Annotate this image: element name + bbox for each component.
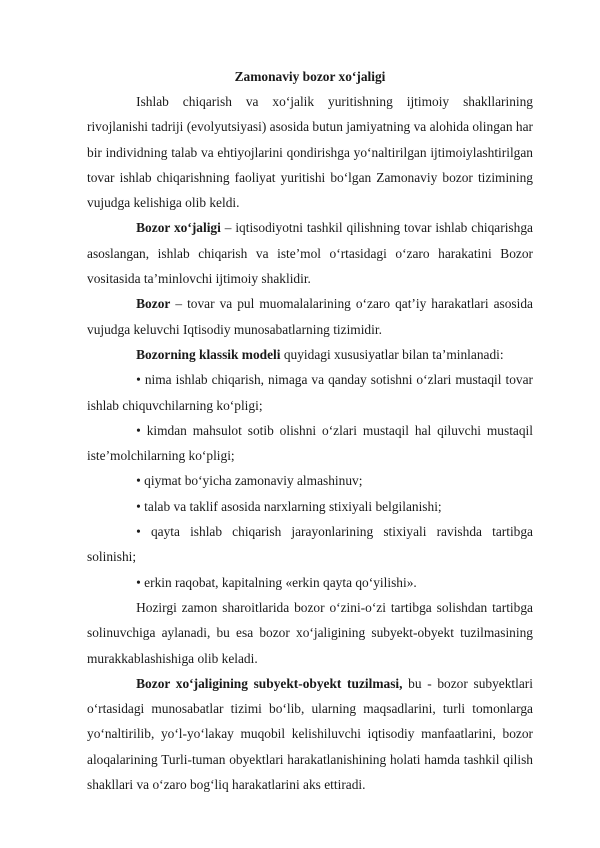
paragraph-intro: Ishlab chiqarish va xo‘jalik yuritishning ijtimoiy shakllarining rivojlanishi tadriji (evolyutsiyasi) asosida butun jamiyatning va alohida olingan har bir individning talab va ehtiyojlarini qondirishga yo‘naltirilgan ijtimoiylashtirilgan tovar ishlab chiqarishning faoliyat yuritishi bo‘lgan Zamonaviy bozor tizimining vujudga kelishiga olib keldi. bbox=[87, 94, 533, 211]
paragraph-hozirgi-zamon: Hozirgi zamon sharoitlarida bozor o‘zini-o‘zi tartibga solishdan tartibga solinuvchiga aylanadi, bu esa bozor xo‘jaligining subyekt-obyekt tuzilmasining murakkablashishiga olib keladi. bbox=[87, 599, 533, 666]
document-title: Zamonaviy bozor xo‘jaligi bbox=[234, 69, 386, 84]
definition-subyekt-obyekt: bu - bozor subyektlari o‘rtasidagi munosabatlar tizimi bo‘lib, ularning maqsadlarini, turli tomonlarga yo‘naltirilib, yo‘l-yo‘lakay muqobil kelishiluvchi iqtisodiy manfaatlarini, bozor aloqalarining Turli-tuman obyektlari harakatlanishining holati hamda tashkil qilish shakllari va o‘zaro bog‘liq harakatlarini aks ettiradi. bbox=[87, 675, 533, 793]
term-bozor: Bozor bbox=[136, 296, 171, 312]
term-klassik-model: Bozorning klassik modeli bbox=[136, 346, 281, 362]
paragraph-bozor-xojaligi bbox=[87, 215, 533, 291]
definition-bozor-xojaligi: – iqtisodiyotni tashkil qilishning tovar ishlab chiqarishga asoslangan, ishlab chiqarish va iste’mol o‘rtasidagi o‘zaro harakatini Bozor vositasida ta’minlovchi ijtimoiy shaklidir. bbox=[87, 220, 533, 287]
bullet-item: • qiymat bo‘yicha zamonaviy almashinuv; bbox=[136, 473, 363, 489]
paragraph-bozor bbox=[87, 291, 533, 342]
term-subyekt-obyekt: Bozor xo‘jaligining subyekt-obyekt tuzilmasi, bbox=[136, 675, 403, 691]
definition-bozor: – tovar va pul muomalalarining o‘zaro qat’iy harakatlari asosida vujudga keluvchi Iqtisodiy munosabatlarning tizimidir. bbox=[87, 296, 533, 337]
bullet-item: • erkin raqobat, kapitalning «erkin qayta qo‘yilishi». bbox=[136, 574, 417, 590]
definition-klassik-model: quyidagi xususiyatlar bilan ta’minlanadi: bbox=[280, 346, 504, 362]
bullet-item: • talab va taklif asosida narxlarning stixiyali belgilanishi; bbox=[136, 498, 442, 514]
bullet-item: • kimdan mahsulot sotib olishni o‘zlari mustaqil hal qiluvchi mustaqil iste’molchilarning ko‘pligi; bbox=[87, 422, 533, 464]
paragraph-klassik-model bbox=[87, 342, 533, 367]
paragraph-subyekt-obyekt bbox=[87, 671, 533, 797]
term-bozor-xojaligi: Bozor xo‘jaligi bbox=[136, 220, 221, 236]
bullet-item: • nima ishlab chiqarish, nimaga va qanday sotishni o‘zlari mustaqil tovar ishlab chiquvchilarning ko‘pligi; bbox=[87, 372, 533, 413]
bullet-item: • qayta ishlab chiqarish jarayonlarining stixiyali ravishda tartibga solinishi; bbox=[87, 524, 533, 565]
